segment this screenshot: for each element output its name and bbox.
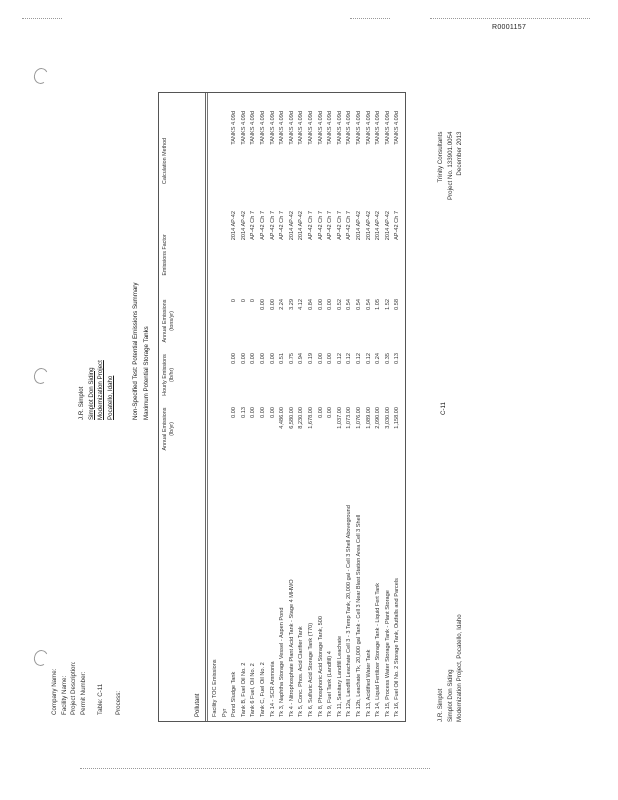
- row-cell-v1: 1,037.00: [336, 407, 343, 429]
- row-cell-v2: 0.00: [317, 353, 324, 364]
- row-cell-v2: 0.19: [308, 353, 314, 364]
- col-header-pollutant: Pollutant: [195, 693, 201, 717]
- row-pollutant-name: Tank 6 Fuel, Oil No. 2: [250, 663, 257, 717]
- top-dotted-edge: [350, 18, 390, 20]
- row-cell-v5: TANKS 4.09d: [375, 111, 382, 145]
- row-cell-v4: AP-42 Ch 7: [336, 211, 343, 240]
- row-cell-v1: 0.00: [327, 407, 334, 418]
- footer-left: [436, 614, 465, 722]
- table-title: [130, 283, 152, 420]
- facility-label: Facility Name:: [60, 675, 68, 715]
- row-pollutant-name: Tk 15, Process Water Storage Tank - Plant Storage: [384, 590, 391, 717]
- row-cell-v5: TANKS 4.09d: [394, 111, 401, 145]
- page-number: C-11: [440, 402, 447, 415]
- punch-hole-mark: [32, 648, 50, 667]
- row-cell-v2: 0.94: [298, 353, 305, 364]
- header-left-labels: [50, 661, 123, 715]
- row-cell-v1: 0.00: [269, 407, 276, 418]
- row-cell-v5: TANKS 4.09d: [327, 111, 334, 145]
- row-cell-v1: 0.00: [231, 407, 238, 418]
- row-cell-v1: 1,076.00: [356, 407, 362, 429]
- table-row: [211, 93, 221, 721]
- row-cell-v3: 0: [240, 299, 247, 303]
- row-pollutant-name: Tk 8, Phosphoric Acid Storage Tank, 500: [317, 616, 324, 717]
- table-row: [288, 93, 298, 721]
- punch-hole-mark: [32, 66, 50, 85]
- table-row: [374, 93, 384, 721]
- row-cell-v2: 0.00: [231, 353, 238, 364]
- row-pollutant-name: Tk 6, Sulfuric Acid Storage Tank (T70): [308, 622, 314, 717]
- row-cell-v4: 2014 AP-42: [231, 211, 238, 241]
- bates-number: R0001157: [492, 24, 527, 31]
- table-row: [345, 93, 355, 721]
- row-cell-v4: AP-42 Ch 7: [327, 211, 334, 240]
- col-header-factor: Emissions Factor: [162, 234, 168, 276]
- footer-right: [436, 132, 465, 200]
- table-row: [393, 93, 403, 721]
- footer-company: J.R. Simplot: [437, 688, 444, 722]
- row-cell-v4: 2014 AP-42: [298, 211, 305, 241]
- top-dotted-edge: [22, 18, 62, 20]
- table-row: [355, 93, 365, 721]
- row-cell-v2: 0.35: [384, 353, 391, 364]
- row-cell-v1: 8,230.00: [298, 407, 305, 429]
- company-label: Company Name:: [51, 668, 58, 715]
- row-cell-v4: 2014 AP-42: [365, 211, 372, 241]
- table-row: [259, 93, 269, 721]
- row-cell-v3: 0.54: [346, 299, 353, 310]
- row-cell-v3: 0.00: [327, 299, 334, 310]
- row-cell-v4: AP-42 Ch 7: [260, 211, 266, 240]
- row-cell-v3: 3.29: [288, 299, 295, 310]
- row-pollutant-name: Tk 12b, Leachate Tk, 20,000 gal Tank - Cell 3 Near Blast Station Area Cell 3 Shell: [356, 514, 362, 717]
- table-row: [384, 93, 394, 721]
- row-cell-v4: AP-42 Ch 7: [308, 211, 314, 240]
- row-pollutant-name: Facility TOC Emissions: [212, 659, 218, 717]
- row-cell-v4: AP-42 Ch 7: [346, 211, 353, 240]
- top-dotted-edge: [430, 18, 590, 20]
- header-values: [77, 360, 115, 420]
- row-cell-v2: 0.24: [375, 353, 382, 364]
- table-row: [230, 93, 240, 721]
- row-pollutant-name: Tk 13, Acidified Water Tank: [365, 649, 372, 717]
- row-pollutant-name: Tk 14 - SCR Ammonia: [269, 661, 276, 717]
- row-pollutant-name: Tk 5, Conc. Phos. Acid Clarifier Tank: [298, 626, 305, 717]
- row-cell-v5: TANKS 4.09d: [384, 111, 391, 145]
- row-cell-v1: 0.00: [250, 407, 257, 418]
- row-cell-v5: TANKS 4.09d: [250, 111, 257, 145]
- row-cell-v2: 0.00: [240, 353, 247, 364]
- footer-project: Modernization Project, Pocatello, Idaho: [456, 614, 463, 722]
- footer-consultant: Trinity Consultants: [437, 131, 444, 183]
- row-cell-v5: TANKS 4.09d: [260, 111, 266, 145]
- row-cell-v2: 0.00: [250, 353, 257, 364]
- table-row: [297, 93, 307, 721]
- footer-facility: Simplot Don Siding: [446, 669, 454, 722]
- row-cell-v3: 0.00: [269, 299, 276, 310]
- row-cell-v4: AP-42 Ch 7: [269, 211, 276, 240]
- facility-value: Simplot Don Siding: [87, 367, 95, 420]
- subtitle-line: Maximum Potential Storage Tanks: [143, 326, 150, 420]
- table-row: [221, 93, 231, 721]
- project-label: Project Description:: [70, 661, 77, 715]
- row-cell-v3: 0.52: [336, 299, 343, 310]
- row-cell-v1: 4,486.00: [279, 407, 286, 429]
- row-cell-v2: 0.00: [327, 353, 334, 364]
- row-pollutant-name: Tank B, Fuel Oil No. 2: [240, 662, 247, 717]
- table-row: [317, 93, 327, 721]
- row-cell-v1: 1,678.00: [308, 407, 314, 429]
- permit-label: Permit Number:: [79, 671, 87, 715]
- punch-hole-mark: [32, 366, 50, 385]
- rotated-sheet: [50, 80, 570, 760]
- row-cell-v3: 0.54: [365, 299, 372, 310]
- table-row: [326, 93, 336, 721]
- row-cell-v2: 0.12: [356, 353, 362, 364]
- process-label: Process:: [114, 690, 122, 715]
- row-cell-v4: 2014 AP-42: [384, 211, 391, 241]
- table-row: [249, 93, 259, 721]
- row-cell-v5: TANKS 4.09d: [231, 111, 238, 145]
- header-rule-double: [207, 93, 208, 721]
- row-cell-v3: 0.84: [308, 299, 314, 310]
- row-cell-v2: 0.75: [288, 353, 295, 364]
- row-cell-v2: 0.12: [365, 353, 372, 364]
- table-row: [278, 93, 288, 721]
- row-cell-v1: 6,580.00: [288, 407, 295, 429]
- row-cell-v2: 0.12: [336, 353, 343, 364]
- footer-date: December 2013: [456, 131, 463, 176]
- row-cell-v1: 2,090.00: [375, 407, 382, 429]
- col-header-annual-lb: Annual Emissions (lb/yr): [162, 407, 175, 451]
- row-cell-v5: TANKS 4.09d: [240, 111, 247, 145]
- row-cell-v2: 0.51: [279, 353, 286, 364]
- row-cell-v3: 4.12: [298, 299, 305, 310]
- row-cell-v3: 1.52: [384, 299, 391, 310]
- row-cell-v1: 1,073.00: [346, 407, 353, 429]
- row-cell-v4: 2014 AP-42: [240, 211, 247, 241]
- col-header-method: Calculation Method: [162, 137, 168, 185]
- row-cell-v4: AP-42 Ch 7: [279, 211, 286, 240]
- row-cell-v5: TANKS 4.09d: [336, 111, 343, 145]
- row-cell-v5: TANKS 4.09d: [269, 111, 276, 145]
- header-rule: [205, 93, 206, 721]
- table-label: Table: C-11: [97, 683, 104, 715]
- row-cell-v1: 0.00: [260, 407, 266, 418]
- row-cell-v3: 0.58: [394, 299, 401, 310]
- row-cell-v1: 3,030.00: [384, 407, 391, 429]
- row-cell-v3: 0: [250, 299, 257, 303]
- row-cell-v3: 2.24: [279, 299, 286, 310]
- row-cell-v1: 1,089.00: [365, 407, 372, 429]
- row-cell-v5: TANKS 4.09d: [356, 111, 362, 145]
- row-cell-v4: AP-42 Ch 7: [394, 211, 401, 240]
- table-row: [269, 93, 279, 721]
- row-cell-v4: AP-42 Ch 7: [317, 211, 324, 240]
- table-row: [240, 93, 250, 721]
- row-cell-v4: 2014 AP-42: [375, 211, 382, 241]
- project-value: Modernization Project: [97, 360, 104, 420]
- row-cell-v3: 0.00: [317, 299, 324, 310]
- table-row: [307, 93, 317, 721]
- row-pollutant-name: Tk 14, Liquid Fertilizer Storage Tank - Liquid Fert Tank: [375, 582, 382, 717]
- row-cell-v5: TANKS 4.09d: [298, 111, 305, 145]
- row-cell-v5: TANKS 4.09d: [365, 111, 372, 145]
- row-pollutant-name: Tk 9, Fuel Tank (Landfill) 4: [327, 651, 334, 717]
- col-header-hourly: Hourly Emissions (lb/hr): [162, 354, 175, 396]
- location-value: Pocatello, Idaho: [106, 375, 114, 420]
- row-cell-v2: 0.00: [260, 353, 266, 364]
- row-cell-v1: 1,158.00: [394, 407, 401, 429]
- row-cell-v3: 0: [231, 299, 238, 303]
- row-cell-v4: AP-42 Ch 7: [250, 211, 257, 240]
- row-pollutant-name: Tk 11, Sanitary Landfill Leachate: [336, 635, 343, 717]
- row-pollutant-name: Pond Sludge Tank: [231, 671, 238, 717]
- row-cell-v5: TANKS 4.09d: [279, 111, 286, 145]
- row-pollutant-name: Tk 4 - Nitrophosphate Plant Acid Tank - Stage 4 MHWO: [288, 579, 295, 717]
- bottom-dotted-edge: [80, 768, 430, 770]
- row-pollutant-name: Tk 3, Naphtha Storage Vessel - Aspen Pond: [279, 607, 286, 717]
- title-line: Non-Specified Test: Potential Emissions Summary: [132, 282, 139, 420]
- company-value: J.R. Simplot: [78, 386, 85, 420]
- row-cell-v1: 0.00: [317, 407, 324, 418]
- row-cell-v2: 0.12: [346, 353, 353, 364]
- row-cell-v2: 0.00: [269, 353, 276, 364]
- row-cell-v4: 2014 AP-42: [356, 211, 362, 241]
- row-cell-v3: 0.00: [260, 299, 266, 310]
- row-cell-v3: 0.54: [356, 299, 362, 310]
- col-header-annual-tons: Annual Emissions (tons/yr): [162, 299, 175, 343]
- row-cell-v2: 0.13: [394, 353, 401, 364]
- row-cell-v5: TANKS 4.09d: [308, 111, 314, 145]
- table-row: [365, 93, 375, 721]
- row-pollutant-name: Tk 16, Fuel Oil No. 2 Storage Tank, Outfalls and Parcels: [394, 578, 401, 717]
- row-pollutant-name: Pyr: [221, 708, 228, 717]
- row-cell-v5: TANKS 4.09d: [317, 111, 324, 145]
- row-cell-v5: TANKS 4.09d: [346, 111, 353, 145]
- row-cell-v5: TANKS 4.09d: [288, 111, 295, 145]
- row-pollutant-name: Tank C, Fuel Oil No. 2: [260, 662, 266, 717]
- emissions-table: [158, 92, 406, 722]
- row-pollutant-name: Tk 12a, Landfill Leachate Cell 3 - 3 Temp Tank, 20,000 gal - Cell 3 Shell Aboveground: [346, 505, 353, 717]
- footer-project-no: Project No. 133901.0054: [446, 131, 454, 200]
- row-cell-v1: 0.13: [240, 407, 247, 418]
- table-row: [336, 93, 346, 721]
- row-cell-v4: 2014 AP-42: [288, 211, 295, 241]
- row-cell-v3: 1.05: [375, 299, 382, 310]
